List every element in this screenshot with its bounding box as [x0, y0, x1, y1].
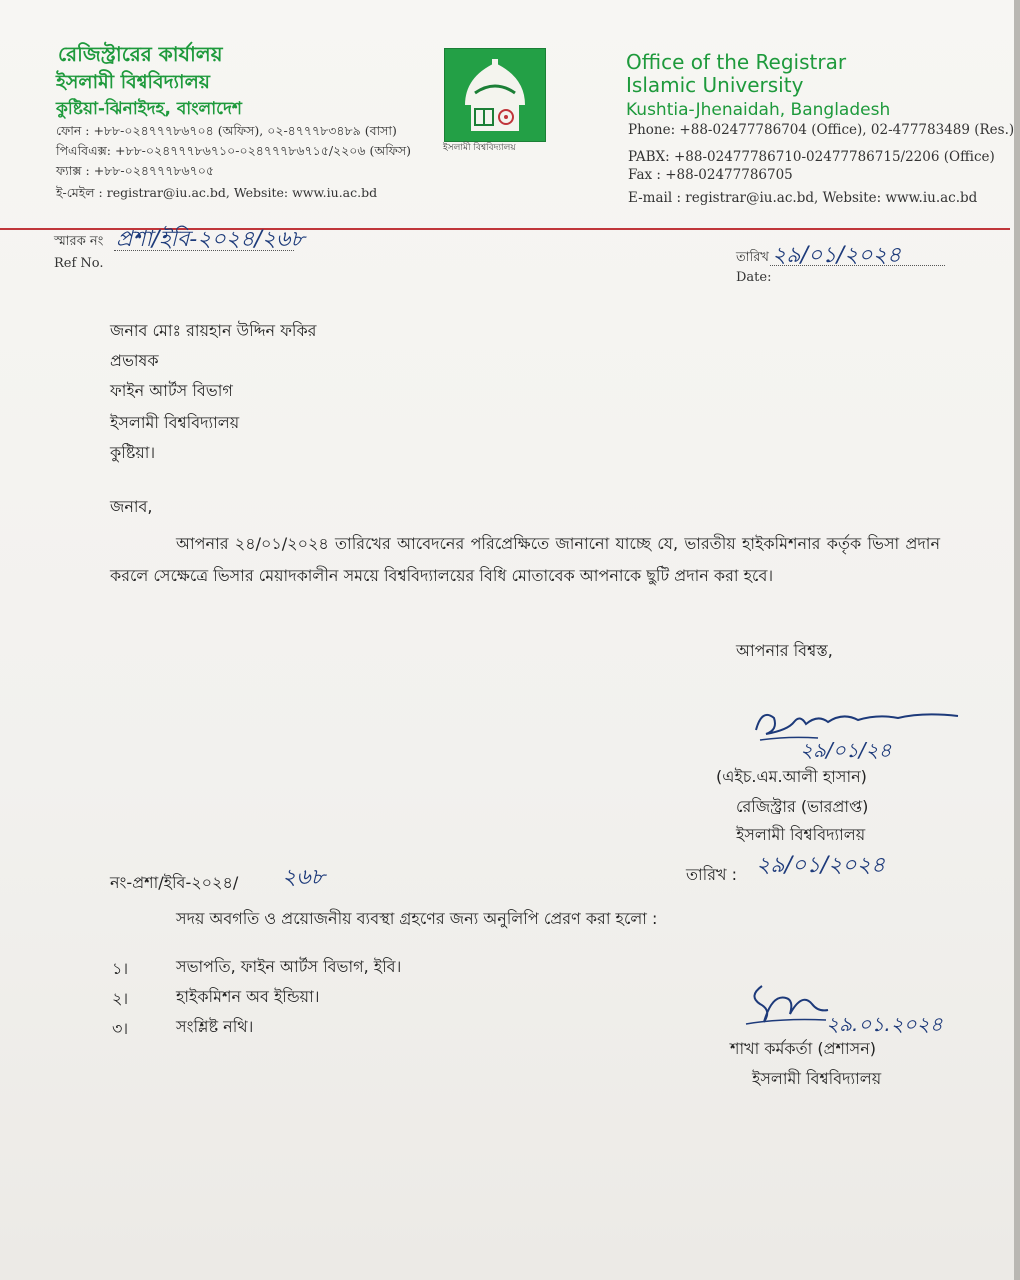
- officer-signature-icon: [742, 974, 832, 1034]
- letter-body: আপনার ২৪/০১/২০২৪ তারিখের আবেদনের পরিপ্রেক্ষিতে জানানো যাচ্ছে যে, ভারতীয় হাইকমিশনার কর্তৃক ভিসা প্রদান করলে সেক্ষেত্রে ভিসার মেয়াদকালীন সময়ে বিশ্ববিদ্যালয়ের বিধি মোতাবেক আপনাকে ছুটি প্রদান করা হবে।: [110, 534, 940, 585]
- office-name-en: Office of the Registrar: [626, 50, 847, 74]
- officer-title: শাখা কর্মকর্তা (প্রশাসন): [730, 1039, 876, 1058]
- copy-item-text: সংশ্লিষ্ট নথি।: [176, 1017, 254, 1036]
- recipient-name: জনাব মোঃ রায়হান উদ্দিন ফকির: [110, 321, 317, 340]
- registrar-university: ইসলামী বিশ্ববিদ্যালয়: [736, 825, 866, 844]
- date-dotted-line: [770, 265, 945, 266]
- phone-en: Phone: +88-02477786704 (Office), 02-477783489 (Res.): [628, 122, 1015, 138]
- registrar-name: (এইচ.এম.আলী হাসান): [716, 767, 867, 786]
- copy-intro: সদয় অবগতি ও প্রয়োজনীয় ব্যবস্থা গ্রহণের জন্য অনুলিপি প্রেরণ করা হলো :: [176, 909, 658, 928]
- location-en: Kushtia-Jhenaidah, Bangladesh: [626, 100, 891, 120]
- ref-dotted-line: [114, 250, 294, 251]
- salutation: জনাব,: [110, 497, 153, 516]
- university-name-bn: ইসলামী বিশ্ববিদ্যালয়: [56, 71, 210, 93]
- recipient-university: ইসলামী বিশ্ববিদ্যালয়: [110, 413, 240, 432]
- copy-item-number: ২।: [112, 989, 129, 1008]
- email-en: E-mail : registrar@iu.ac.bd, Website: www.iu.ac.bd: [628, 190, 978, 206]
- pabx-bn: পিএবিএক্স: +৮৮-০২৪৭৭৭৮৬৭১০-০২৪৭৭৭৮৬৭১৫/২২০৬ (অফিস): [56, 143, 412, 158]
- registrar-sign-date: ২৯/০১/২৪: [800, 738, 892, 762]
- copy-date-label: তারিখ :: [686, 865, 738, 884]
- page-edge-shadow: [1014, 0, 1020, 1280]
- date-label-bn: তারিখ: [736, 250, 769, 265]
- university-name-en: Islamic University: [626, 73, 804, 97]
- closing: আপনার বিশ্বস্ত,: [736, 641, 833, 660]
- pabx-en: PABX: +88-02477786710-02477786715/2206 (Office): [628, 149, 995, 165]
- copy-item-number: ১।: [112, 959, 129, 978]
- copy-item-text: সভাপতি, ফাইন আর্টস বিভাগ, ইবি।: [176, 957, 402, 976]
- office-name-bn: রেজিস্ট্রারের কার্যালয়: [58, 42, 223, 66]
- recipient-designation: প্রভাষক: [110, 351, 159, 370]
- logo-caption: ইসলামী বিশ্ববিদ্যালয়: [443, 143, 516, 153]
- fax-en: Fax : +88-02477786705: [628, 167, 793, 183]
- university-emblem-icon: [445, 49, 545, 141]
- ref-label-en: Ref No.: [54, 256, 104, 271]
- memo-number-handwritten: ২৬৮: [282, 865, 325, 890]
- officer-university: ইসলামী বিশ্ববিদ্যালয়: [752, 1069, 882, 1088]
- memo-number: নং-প্রশা/ইবি-২০২৪/: [110, 873, 239, 892]
- email-bn: ই-মেইল : registrar@iu.ac.bd, Website: www.iu.ac.bd: [56, 185, 378, 200]
- location-bn: কুষ্টিয়া-ঝিনাইদহ, বাংলাদেশ: [56, 99, 242, 119]
- fax-bn: ফ্যাক্স : +৮৮-০২৪৭৭৭৮৬৭০৫: [56, 163, 215, 178]
- copy-item-number: ৩।: [112, 1019, 129, 1038]
- recipient-city: কুষ্টিয়া।: [110, 443, 156, 462]
- officer-sign-date: ২৯.০১.২০২৪: [826, 1012, 943, 1036]
- copy-item-text: হাইকমিশন অব ইন্ডিয়া।: [176, 987, 320, 1006]
- phone-bn: ফোন : +৮৮-০২৪৭৭৭৮৬৭০৪ (অফিস), ০২-৪৭৭৭৮৩৪৮৯ (বাসা): [56, 123, 397, 138]
- date-label-en: Date:: [736, 270, 772, 285]
- date-handwritten: ২৯/০১/২০২৪: [772, 243, 902, 268]
- ref-number-handwritten: প্রশা/ইবি-২০২৪/২৬৮: [116, 227, 305, 252]
- recipient-department: ফাইন আর্টস বিভাগ: [110, 381, 233, 400]
- registrar-title: রেজিস্ট্রার (ভারপ্রাপ্ত): [736, 797, 869, 816]
- university-logo: [444, 48, 546, 142]
- copy-date-handwritten: ২৯/০১/২০২৪: [756, 853, 886, 878]
- ref-label-bn: স্মারক নং: [54, 234, 104, 249]
